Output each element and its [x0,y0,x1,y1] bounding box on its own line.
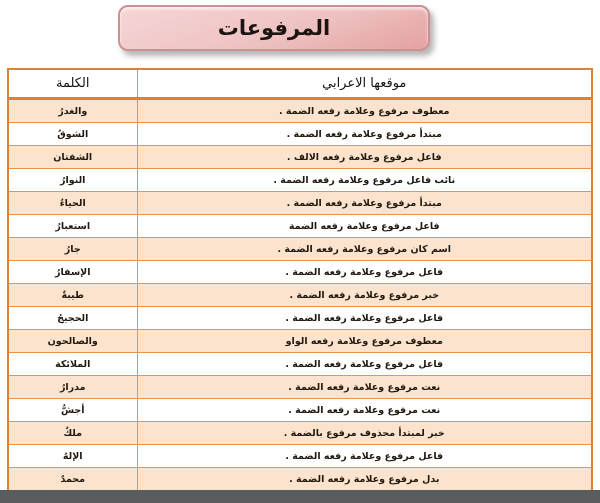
header-word: الكلمة [8,69,137,99]
word-cell: مدرارُ [8,376,137,399]
irab-cell: معطوف مرفوع وعلامة رفعه الضمة . [137,99,592,123]
bottom-bar [0,490,600,503]
irab-cell: بدل مرفوع وعلامة رفعه الضمة . [137,468,592,492]
word-cell: طيبةٌ [8,284,137,307]
table-row [8,169,592,192]
irab-cell: فاعل مرفوع وعلامة رفعه الضمة . [137,307,592,330]
word-cell: الحياءُ [8,192,137,215]
table-body [8,99,592,492]
table-row [8,238,592,261]
irab-cell: فاعل مرفوع وعلامة رفعه الالف . [137,146,592,169]
word-cell: استعبارُ [8,215,137,238]
irab-cell: خبر لمبتدأ محذوف مرفوع بالضمة . [137,422,592,445]
table-row [8,123,592,146]
irab-cell: مبتدأ مرفوع وعلامة رفعه الضمة . [137,123,592,146]
irab-cell: فاعل مرفوع وعلامة رفعه الضمة [137,215,592,238]
word-cell: جارُ [8,238,137,261]
irab-cell: معطوف مرفوع وعلامة رفعه الواو [137,330,592,353]
word-cell: الحجيجُ [8,307,137,330]
page-title: المرفوعات [217,16,331,40]
irab-cell: فاعل مرفوع وعلامة رفعه الضمة . [137,261,592,284]
word-cell: الملائكة [8,353,137,376]
header-position: موقعها الاعرابي [137,69,592,99]
table-row [8,99,592,123]
irab-cell: خبر مرفوع وعلامة رفعه الضمة . [137,284,592,307]
irab-table [7,68,593,492]
table-row [8,307,592,330]
word-cell: الشفتان [8,146,137,169]
irab-cell: نعت مرفوع وعلامة رفعه الضمة . [137,399,592,422]
header-row [8,69,592,99]
word-cell: أجشُّ [8,399,137,422]
irab-cell: فاعل مرفوع وعلامة رفعه الضمة . [137,353,592,376]
table-row [8,399,592,422]
table-row [8,261,592,284]
table-row [8,353,592,376]
word-cell: والغدرُ [8,99,137,123]
table-row [8,146,592,169]
word-cell: الإلهُ [8,445,137,468]
table-row [8,330,592,353]
table-row [8,468,592,492]
word-cell: النوارُ [8,169,137,192]
table-row [8,422,592,445]
irab-cell: مبتدأ مرفوع وعلامة رفعه الضمة . [137,192,592,215]
irab-cell: نائب فاعل مرفوع وعلامة رفعه الضمة . [137,169,592,192]
table-row [8,215,592,238]
table-row [8,376,592,399]
irab-cell: فاعل مرفوع وعلامة رفعه الضمة . [137,445,592,468]
table-row [8,192,592,215]
table-row [8,445,592,468]
table-row [8,284,592,307]
word-cell: ملكٌ [8,422,137,445]
word-cell: محمدٌ [8,468,137,492]
irab-cell: اسم كان مرفوع وعلامة رفعه الضمة . [137,238,592,261]
word-cell: الإسفارُ [8,261,137,284]
title-banner [118,5,430,51]
word-cell: الشوقُ [8,123,137,146]
word-cell: والصالحون [8,330,137,353]
irab-cell: نعت مرفوع وعلامة رفعه الضمة . [137,376,592,399]
